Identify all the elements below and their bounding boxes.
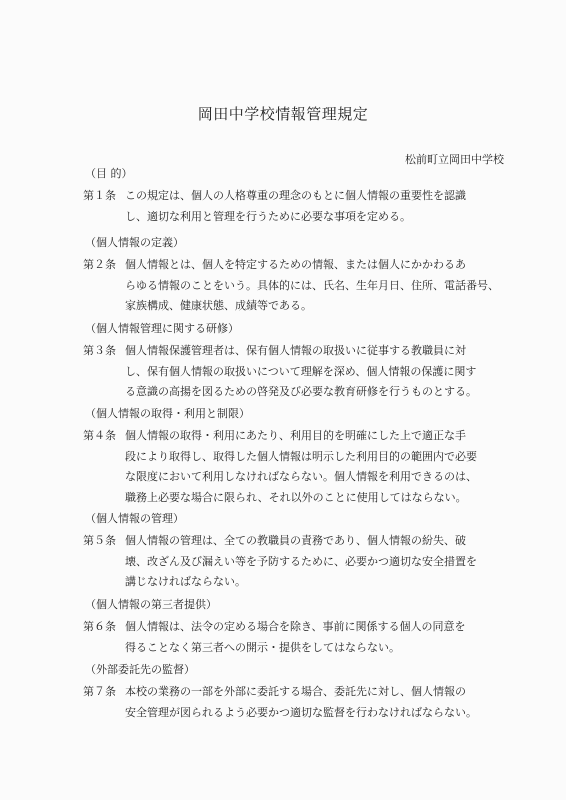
article-number: 第７条: [83, 685, 116, 698]
article: [83, 531, 523, 593]
article-line: 家族構成、健康状態、成績等である。: [125, 299, 312, 312]
article-text: [125, 186, 523, 227]
section-outsourcing: [83, 661, 523, 723]
article-number: 第２条: [83, 258, 116, 271]
article: [83, 255, 523, 317]
section-training: [83, 320, 523, 403]
article-line: 安全管理が図られるよう必要かつ適切な監督を行わなければならない。: [125, 705, 477, 719]
section-heading: （個人情報管理に関する研修）: [85, 322, 239, 335]
article-line: 職務上必要な場合に限られ、それ以外のことに使用してはならない。: [125, 490, 467, 504]
article-line: 個人情報の取得・利用にあたり、利用目的を明確にした上で適正な手: [125, 429, 466, 442]
section-definition: [83, 234, 523, 317]
article-text: [125, 255, 523, 317]
article-text: [125, 341, 523, 403]
article-number: 第５条: [83, 534, 116, 547]
article-line: 個人情報は、法令の定める場合を除き、事前に関係する個人の同意を: [125, 620, 466, 633]
article-number: 第４条: [83, 429, 116, 442]
school-name: 松前町立岡田中学校: [405, 153, 504, 166]
article-line: 本校の業務の一部を外部に委託する場合、委託先に対し、個人情報の: [125, 685, 466, 698]
article-line: る意識の高揚を図るための啓発及び必要な教育研修を行うものとする。: [125, 385, 477, 398]
article-line: 段により取得し、取得した個人情報は明示した利用目的の範囲内で必要: [125, 449, 477, 463]
document-title: 岡田中学校情報管理規定: [197, 105, 369, 123]
article-line: な限度において利用しなければならない。個人情報を利用できるのは、: [125, 470, 477, 483]
article-number: 第３条: [83, 344, 116, 357]
article-text: [125, 531, 523, 593]
section-heading: （個人情報の第三者提供）: [85, 598, 217, 611]
article-number: 第１条: [83, 189, 116, 202]
article-line: し、保有個人情報の取扱いについて理解を深め、個人情報の保護に関す: [125, 364, 477, 378]
section-heading: （個人情報の取得・利用と制限）: [85, 407, 250, 420]
article-line: 講じなければならない。: [125, 575, 246, 588]
article-line: 個人情報の管理は、全ての教職員の責務であり、個人情報の紛失、破: [125, 534, 466, 547]
article-number: 第６条: [83, 620, 116, 633]
section-heading: （目 的）: [85, 167, 133, 180]
article-line: 個人情報とは、個人を特定するための情報、または個人にかかわるあ: [125, 258, 466, 271]
article-line: し、適切な利用と管理を行うために必要な事項を定める。: [125, 209, 411, 223]
article: [83, 186, 523, 227]
article-text: [125, 617, 523, 658]
article-line: らゆる情報のことをいう。具体的には、氏名、生年月日、住所、電話番号、: [125, 278, 499, 292]
section-third-party: [83, 596, 523, 658]
section-heading: （個人情報の管理）: [85, 512, 184, 525]
article-line: 個人情報保護管理者は、保有個人情報の取扱いに従事する教職員に対: [125, 344, 466, 357]
article-line: 壊、改ざん及び漏えい等を予防するために、必要かつ適切な安全措置を: [125, 554, 477, 568]
section-heading: （個人情報の定義）: [85, 236, 184, 249]
article: [83, 341, 523, 403]
article-line: この規定は、個人の人格尊重の理念のもとに個人情報の重要性を認識: [125, 189, 466, 202]
article-text: [125, 426, 523, 508]
section-heading: （外部委託先の監督）: [85, 663, 195, 676]
article: [83, 426, 523, 508]
article-text: [125, 682, 523, 723]
article: [83, 682, 523, 723]
article: [83, 617, 523, 658]
article-line: 得ることなく第三者への開示・提供をしてはならない。: [125, 640, 400, 654]
section-management: [83, 510, 523, 593]
section-purpose: [83, 165, 523, 227]
section-acquisition: [83, 405, 523, 508]
